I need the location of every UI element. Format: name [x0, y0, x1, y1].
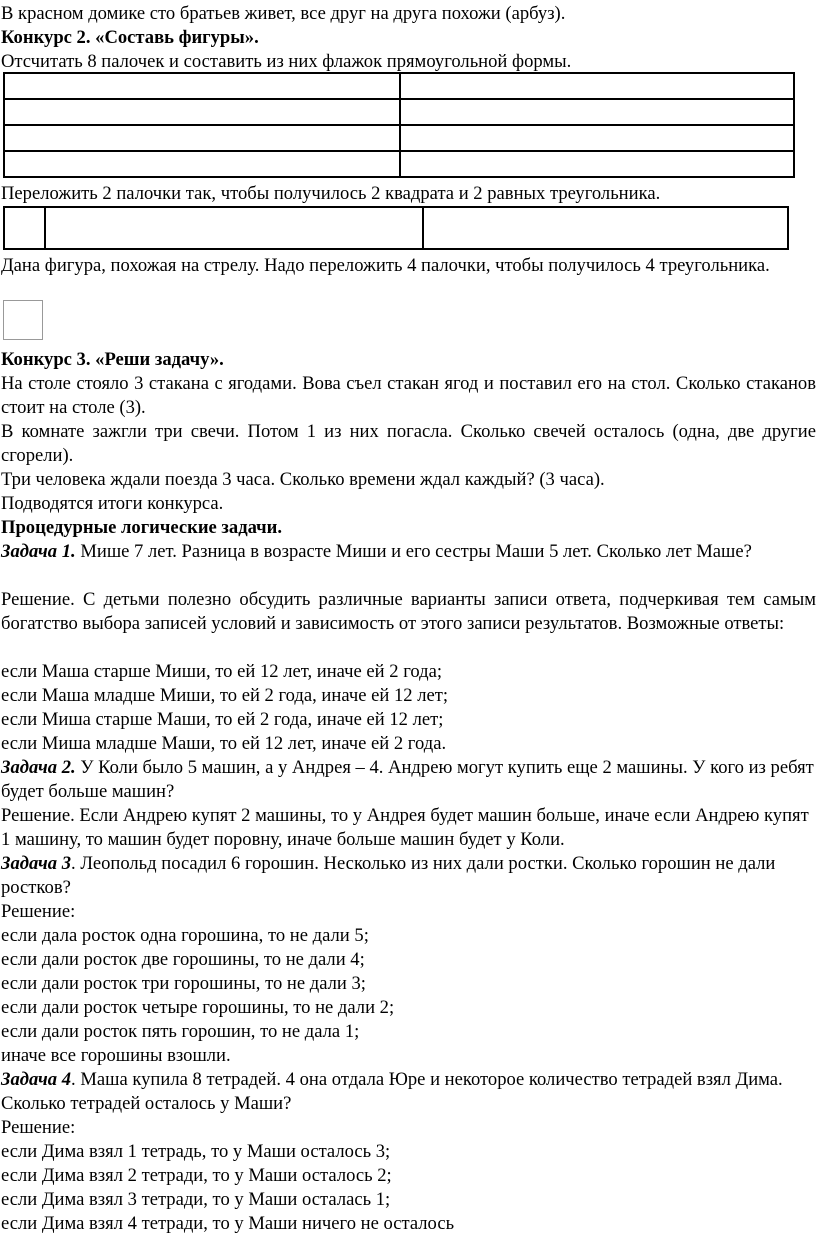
task-4-answer: если Дима взял 1 тетрадь, то у Маши осталось 3;	[1, 1141, 391, 1162]
squares-figure	[3, 206, 789, 250]
task-3-solution: Решение:	[1, 901, 76, 922]
riddle-line: В красном домике сто братьев живет, все друг на друга похожи (арбуз).	[1, 3, 566, 24]
contest-2-heading: Конкурс 2. «Составь фигуры».	[1, 27, 259, 48]
task-2-solution: Решение. Если Андрею купят 2 машины, то у Андрея будет машин больше, иначе если Андрею купят 1 машину, то машин будет поровну, иначе больше машин будет у Коли.	[1, 805, 809, 850]
results-line: Подводятся итоги конкурса.	[1, 493, 224, 514]
task-3-answer: если дали росток три горошины, то не дали 3;	[1, 973, 366, 994]
task-3-answer: если дала росток одна горошина, то не дали 5;	[1, 925, 369, 946]
task-4-answer: если Дима взял 2 тетради, то у Маши осталось 2;	[1, 1165, 392, 1186]
task-3-answer: если дали росток две горошины, то не дали 4;	[1, 949, 365, 970]
sticks-flag-figure	[3, 72, 795, 178]
train-task-text: Три человека ждали поезда 3 часа. Сколько времени ждал каждый? (3 часа).	[1, 469, 605, 490]
task-3-answer: если дали росток четыре горошины, то не дали 2;	[1, 997, 395, 1018]
task-1-answer: если Маша младше Миши, то ей 2 года, иначе ей 12 лет;	[1, 685, 449, 706]
task-4-text: Задача 4. Маша купила 8 тетрадей. 4 она отдала Юре и некоторое количество тетрадей взял Дима. Сколько тетрадей осталось у Маши?	[1, 1069, 783, 1114]
task-3-answer: иначе все горошины взошли.	[1, 1045, 231, 1066]
flag-task-text: Отсчитать 8 палочек и составить из них флажок прямоугольной формы.	[1, 51, 572, 72]
task-3-answer: если дали росток пять горошин, то не дала 1;	[1, 1021, 360, 1042]
candles-task-text: В комнате зажгли три свечи. Потом 1 из них погасла. Сколько свечей осталось (одна, две другие сгорели).	[1, 421, 816, 466]
arrow-figure-placeholder	[3, 300, 43, 340]
glasses-task-text: На столе стояло 3 стакана с ягодами. Вова съел стакан ягод и поставил его на стол. Сколько стаканов стоит на столе (3).	[1, 373, 816, 418]
task-1-answer: если Миша старше Маши, то ей 2 года, иначе ей 12 лет;	[1, 709, 444, 730]
task-1-answer: если Миша младше Маши, то ей 12 лет, иначе ей 2 года.	[1, 733, 447, 754]
procedural-heading: Процедурные логические задачи.	[1, 517, 283, 538]
task-2-text: Задача 2. У Коли было 5 машин, а у Андрея – 4. Андрею могут купить еще 2 машины. У кого из ребят будет больше машин?	[1, 757, 814, 802]
task-4-solution: Решение:	[1, 1117, 76, 1138]
task-1-text: Задача 1. Мише 7 лет. Разница в возрасте Миши и его сестры Маши 5 лет. Сколько лет Маше?	[1, 541, 752, 562]
task-4-answer: если Дима взял 3 тетради, то у Маши осталась 1;	[1, 1189, 391, 1210]
arrow-task-text: Дана фигура, похожая на стрелу. Надо переложить 4 палочки, чтобы получилось 4 треугольника.	[1, 255, 770, 276]
task-1-answer: если Маша старше Миши, то ей 12 лет, иначе ей 2 года;	[1, 661, 443, 682]
contest-3-heading: Конкурс 3. «Реши задачу».	[1, 349, 224, 370]
task-4-answer: если Дима взял 4 тетради, то у Маши ничего не осталось	[1, 1213, 455, 1234]
task-1-solution: Решение. С детьми полезно обсудить различные варианты записи ответа, подчеркивая тем самым богатство выбора записей условий и зависимость от этого записи результатов. Возможные ответы:	[1, 589, 816, 634]
squares-task-text: Переложить 2 палочки так, чтобы получилось 2 квадрата и 2 равных треугольника.	[1, 183, 661, 204]
task-3-text: Задача 3. Леопольд посадил 6 горошин. Несколько из них дали ростки. Сколько горошин не дали ростков?	[1, 853, 776, 898]
